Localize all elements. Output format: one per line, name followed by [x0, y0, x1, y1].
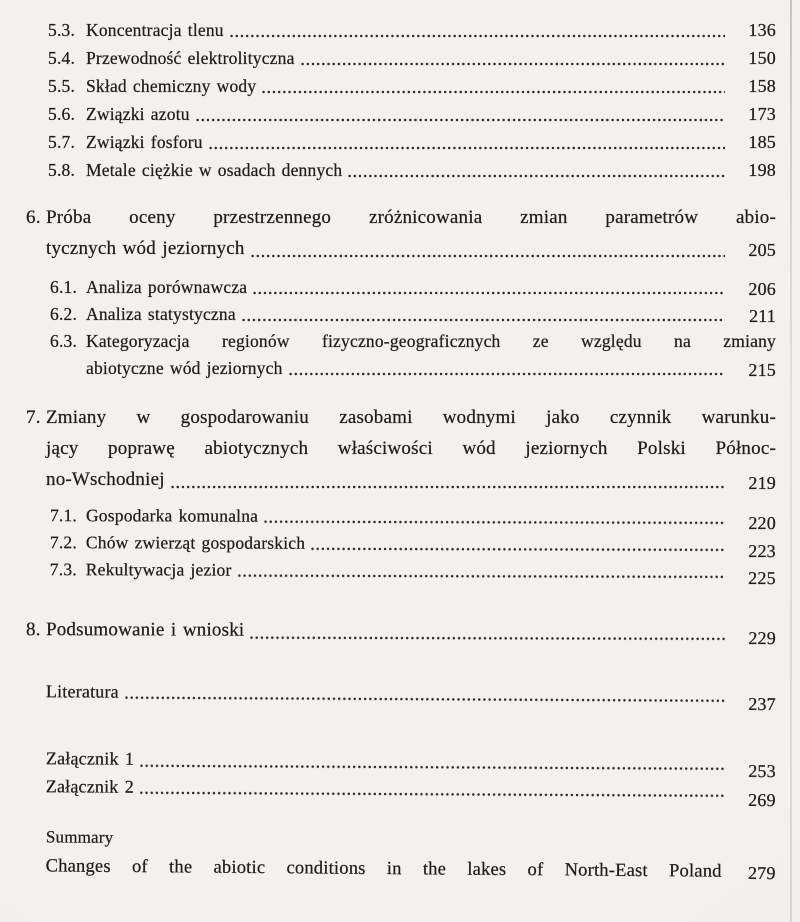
page-number: 158 — [748, 76, 776, 96]
summary-label: Summary — [45, 827, 114, 847]
toc-entry — [46, 850, 776, 887]
dot-leader — [124, 678, 725, 709]
toc-entry — [48, 156, 776, 184]
page-number: 219 — [748, 473, 776, 493]
toc-section-7 — [0, 502, 800, 589]
entry-title: Changes of the abiotic conditions in the lakes of North-East Poland — [45, 856, 722, 882]
page-number: 211 — [749, 306, 776, 326]
toc-entry — [48, 128, 776, 156]
page-number: 136 — [748, 20, 776, 40]
toc-entry — [45, 677, 776, 715]
entry-number: 8. — [25, 619, 41, 641]
dot-leader — [170, 464, 725, 495]
chapter-line — [26, 614, 776, 647]
entry-title: abiotyczne wód jeziornych — [86, 358, 283, 378]
page-number: 206 — [748, 279, 776, 299]
toc-entry — [48, 16, 776, 44]
dot-leader — [229, 16, 725, 44]
entry-title: tycznych wód jeziornych — [46, 238, 245, 259]
entry-number: 7. — [26, 407, 41, 428]
dot-leader — [252, 274, 725, 301]
dot-leader — [249, 615, 725, 647]
entry-number: 6. — [26, 207, 41, 228]
toc-section-6 — [0, 274, 800, 382]
dot-leader — [237, 557, 725, 585]
toc-entry — [45, 773, 776, 810]
entry-line — [50, 328, 776, 355]
dot-leader — [310, 530, 725, 558]
chapter-line — [46, 464, 776, 495]
toc-summary — [0, 824, 800, 887]
entry-number: 6.3. — [50, 331, 78, 351]
toc-entry — [48, 44, 776, 72]
page-number: 185 — [748, 132, 776, 152]
entry-number: 5.6. — [48, 104, 76, 124]
entry-title: Próba oceny przestrzennego zróżnicowania zmian parametrów abio- — [46, 207, 776, 228]
toc-entry — [49, 556, 776, 589]
page-number: 237 — [748, 693, 776, 715]
entry-title: Analiza statystyczna — [86, 304, 236, 324]
dot-leader — [347, 156, 725, 184]
toc-entry — [50, 274, 776, 301]
entry-title: Analiza porównawcza — [86, 277, 248, 297]
entry-number: 7.3. — [49, 559, 77, 580]
entry-title: Przewodność elektrolityczna — [86, 48, 295, 68]
page-number: 229 — [748, 627, 776, 649]
entry-title: Załącznik 2 — [45, 775, 134, 797]
dot-leader — [241, 301, 725, 328]
page-number: 150 — [748, 48, 776, 68]
entry-number: 5.3. — [48, 20, 76, 40]
page-number: 198 — [748, 160, 776, 180]
entry-number: 7.1. — [49, 505, 78, 526]
entry-title: Załącznik 1 — [45, 748, 135, 769]
dot-leader — [300, 44, 725, 72]
page-number: 173 — [748, 104, 776, 124]
entry-number: 7.2. — [49, 532, 77, 553]
dot-leader — [139, 773, 725, 804]
entry-number: 6.1. — [50, 277, 78, 297]
entry-title: jący poprawę abiotycznych właściwości wód jeziornych Polski Północ- — [46, 438, 776, 459]
entry-title: Skład chemiczny wody — [86, 76, 257, 96]
entry-line — [86, 355, 776, 382]
toc-chapter-entry-7 — [0, 402, 800, 495]
toc-entry-literatura — [0, 677, 800, 715]
entry-title: Chów zwierząt gospodarskich — [85, 532, 306, 553]
entry-number: 6.2. — [50, 304, 78, 324]
toc-section-5 — [0, 16, 800, 184]
page-number: 225 — [748, 567, 776, 589]
page-number: 223 — [748, 540, 776, 562]
entry-title: Rekultywacja jezior — [85, 559, 232, 580]
entry-title: no-Wschodniej — [46, 469, 165, 490]
toc-entry — [48, 72, 776, 100]
toc-entry — [50, 328, 776, 382]
page-number: 253 — [748, 760, 776, 782]
page-number: 279 — [747, 862, 776, 884]
page-number: 220 — [748, 512, 776, 534]
chapter-line — [26, 402, 776, 433]
toc-entry — [50, 301, 776, 328]
chapter-line — [26, 202, 776, 233]
toc-chapter-entry-6 — [0, 202, 800, 264]
dot-leader — [261, 72, 725, 100]
entry-title: Literatura — [45, 681, 119, 702]
entry-title: Podsumowanie i wnioski — [45, 619, 245, 641]
dot-leader — [208, 128, 725, 156]
toc-chapter-entry-8 — [0, 614, 800, 647]
dot-leader — [250, 233, 725, 264]
entry-number: 5.5. — [48, 76, 76, 96]
page-number: 215 — [748, 360, 776, 380]
page-number: 205 — [748, 240, 776, 260]
toc-entry — [48, 100, 776, 128]
entry-title: Związki fosforu — [86, 132, 203, 152]
dot-leader — [139, 746, 725, 777]
entry-number: 5.7. — [48, 132, 76, 152]
entry-title: Gospodarka komunalna — [85, 505, 259, 526]
chapter-line — [46, 233, 776, 264]
entry-title: Zmiany w gospodarowaniu zasobami wodnymi jako czynnik warunku- — [46, 407, 776, 428]
entry-title: Metale ciężkie w osadach dennych — [86, 160, 343, 180]
toc-entry — [49, 529, 776, 562]
entry-number: 5.8. — [48, 160, 76, 180]
dot-leader — [263, 503, 725, 531]
toc-entry — [49, 502, 776, 534]
page-number: 269 — [748, 789, 776, 810]
toc-entry — [45, 745, 776, 782]
toc-zalaczniki — [0, 745, 800, 810]
entry-number: 5.4. — [48, 48, 76, 68]
dot-leader — [288, 355, 725, 382]
dot-leader — [195, 100, 725, 128]
entry-title: Kategoryzacja regionów fizyczno-geograficznych ze względu na zmiany — [86, 331, 776, 351]
entry-title: Koncentracja tlenu — [86, 20, 224, 40]
chapter-line — [46, 433, 776, 464]
entry-title: Związki azotu — [86, 104, 190, 124]
